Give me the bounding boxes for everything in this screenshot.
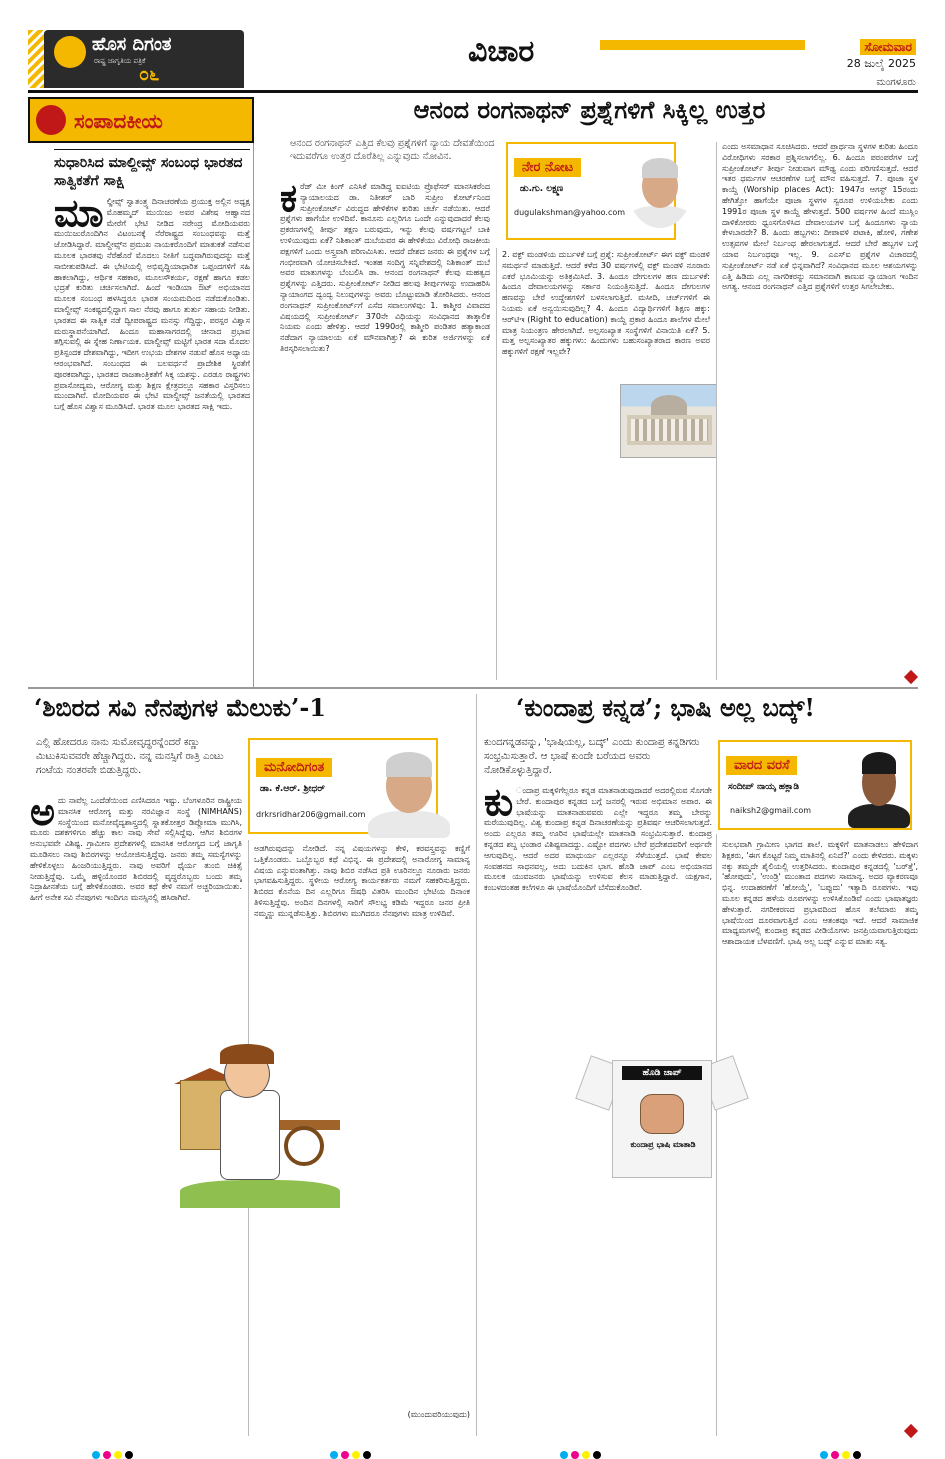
article-right-standfirst: ಕುಂದಗನ್ನಡವನ್ನು, 'ಭಾಷಿಯಲ್ಲ, ಬದ್ಕ್' ಎಂದು ಕುಂದಾಪ್ರ ಕನ್ನಡಿಗರು ಸಂಭ್ರಮಿಸುತ್ತಾರೆ. ಆ ಭಾಷೆ ಕುಂದೇ ಬರೆಯದ ಅವರು ನೋಡಿಕೊಳ್ಳುತ್ತಿದ್ದಾರೆ. xyxy=(484,737,700,776)
sun-logo-icon xyxy=(54,36,86,68)
main-headline[interactable]: ಆನಂದ ರಂಗನಾಥನ್ ಪ್ರಶ್ನೆಗಳಿಗೆ ಸಿಕ್ಕಿಲ್ಲ ಉತ್ತರ xyxy=(413,95,766,124)
masthead-band xyxy=(600,40,805,50)
author-email[interactable]: dugulakshman@yahoo.com xyxy=(514,208,626,217)
author-name: ಡಾ. ಕೆ.ಆರ್. ಶ್ರೀಧರ್ xyxy=(260,784,325,794)
magenta-dot-icon xyxy=(103,1451,111,1459)
author-name: ಸಂದೀಪ್ ನಾಯ್ಕ ಹಕ್ಲಾಡಿ xyxy=(728,782,800,792)
section-divider xyxy=(28,687,918,689)
fist-icon xyxy=(640,1094,684,1134)
registration-marks xyxy=(330,1444,374,1454)
article-left-standfirst: ಎಲ್ಲಿ ಹೋದರೂ ನಾನು ಸುಮೋವೃದ್ಧರನ್ನೆಂದರೆ ಕಣ್ಣು ಮಿಟುಕಿಸುವವರೇ ಹೆಚ್ಚಾಗಿದ್ದರು. ನನ್ನ ಮನಸ್ಸಿಗೆ ರಾತ್ರಿ ಎಂಟು ಗಂಟೆಯ ನಂತರವೇ ಬಿಡುತ್ತಿದ್ದರು. xyxy=(36,737,224,776)
column-name: ಮನೋದಿಗಂತ xyxy=(256,758,332,777)
drop-cap: ಮಾ xyxy=(54,197,104,235)
author-portrait xyxy=(368,742,450,838)
black-dot-icon xyxy=(125,1451,133,1459)
drop-cap: ಅ xyxy=(30,796,56,834)
tshirt-photo xyxy=(582,1050,742,1180)
editorial-column xyxy=(28,97,254,687)
section-title: ವಿಚಾರ xyxy=(468,34,535,69)
editorial-text: ಲ್ಡೀವ್ಸ್ ಸ್ವಾತಂತ್ರ್ಯ ದಿನಾಚರಣೆಯ ಪ್ರಯುಕ್ತ ಅಲ್ಲಿನ ಅಧ್ಯಕ್ಷ ಮೊಹಮ್ಮದ್ ಮುಯಿಜು ಅವರ ವಿಶೇಷ ಆಹ್ವಾನದ ಮೇರೆಗೆ ಭೇಟಿ ನೀಡಿದ ನರೇಂದ್ರ ಮೋದಿಯವರು ಮುಯಿಜುರೊಂದಿಗಿನ ವಿಟಂಬನಕ್ಕೆ ನೆರೆರಾಷ್ಟ್ರದ ಸಂಬಂಧವನ್ನು ಮತ್ತೆ ಜೋಡಿಸಿದ್ದಾರೆ. ಮಾಲ್ದೀವ್ಸ್‌ನ ಪ್ರಮುಖ ನಾಯಕರೊಂದಿಗೆ ಮಾತುಕತೆ ನಡೆಸುವ ಮೂಲಕ ಭಾರತವು ನೆರೆಹೊರೆ ಮೊದಲು ನೀತಿಗೆ ಬದ್ಧವಾಗಿರುವುದನ್ನು ಮತ್ತೆ ಸಾಬೀತುಪಡಿಸಿದೆ. ಈ ಭೇಟಿಯಲ್ಲಿ ಅಭಿವೃದ್ಧಿಯಾಧಾರಿತ ಒಪ್ಪಂದಗಳಿಗೆ ಸಹಿ ಹಾಕಲಾಗಿದ್ದು, ಆರ್ಥಿಕ ಸಹಕಾರ, ಮೂಲಸೌಕರ್ಯ, ರಕ್ಷಣೆ ಹಾಗೂ ಕಡಲ ಭದ್ರತೆ ಕುರಿತು ಚರ್ಚಿಸಲಾಗಿದೆ. ಹಿಂದೆ ಇಂಡಿಯಾ ಔಟ್ ಅಭಿಯಾನದ ಮೂಲಕ ಸಂಬಂಧ ಹಳಸಿದ್ದರೂ ಭಾರತ ಸಂಯಮದಿಂದ ನಡೆದುಕೊಂಡಿತು. ಮಾಲ್ದೀವ್ಸ್ ಸಂಕಷ್ಟದಲ್ಲಿದ್ದಾಗ ಸಾಲ ನೆರವು ಹಾಗೂ ತುರ್ತು ಸಹಾಯ ನೀಡಿತು. ಭಾರತದ ಈ ಸಾತ್ವಿಕ ನಡೆ ದ್ವೀಪರಾಷ್ಟ್ರದ ಮನಸ್ಸು ಗೆದ್ದಿದ್ದು, ಪರಸ್ಪರ ವಿಶ್ವಾಸ ಮರುಸ್ಥಾಪನೆಯಾಗಿದೆ. ಹಿಂದೂ ಮಹಾಸಾಗರದಲ್ಲಿ ಚೀನಾದ ಪ್ರಭಾವ ತಗ್ಗಿಸುವಲ್ಲಿ ಈ ಸ್ನೇಹ ನಿರ್ಣಾಯಕ. ಮಾಲ್ದೀವ್ಸ್ ಮಟ್ಟಿಗೆ ಭಾರತ ಸದಾ ಮೊದಲ ಪ್ರತಿಸ್ಪಂದಕ ದೇಶವಾಗಿದ್ದು, ಇದೀಗ ಉಭಯ ದೇಶಗಳ ನಡುವೆ ಹೊಸ ಅಧ್ಯಾಯ ಆರಂಭವಾಗಿದೆ. ಸಂಬಂಧದ ಈ ಬಲವರ್ಧನೆ ಪ್ರಾದೇಶಿಕ ಸ್ಥಿರತೆಗೆ ಪೂರಕವಾಗಿದ್ದು, ಭಾರತದ ರಾಜತಾಂತ್ರಿಕತೆಗೆ ಸಿಕ್ಕ ಯಶಸ್ಸು. ಎರಡೂ ರಾಷ್ಟ್ರಗಳು ಪ್ರವಾಸೋದ್ಯಮ, ಆರೋಗ್ಯ ಮತ್ತು ಶಿಕ್ಷಣ ಕ್ಷೇತ್ರದಲ್ಲೂ ಸಹಕಾರ ವಿಸ್ತರಿಸಲು ಮುಂದಾಗಿವೆ. ಮೋದಿಯವರ ಈ ಭೇಟಿ ಮಾಲ್ದೀವ್ಸ್ ಜನತೆಯಲ್ಲಿ ಭಾರತದ ಬಗ್ಗೆ ಹೊಸ ವಿಶ್ವಾಸ ಮೂಡಿಸಿದೆ. ಭಾರತ ಮೂಲ ಭಾರತದ ಸಾಕ್ಷಿ ಇದು. xyxy=(54,197,250,412)
column-name: ವಾರದ ವರಸೆ xyxy=(726,756,797,775)
continued-note: (ಮುಂದುವರಿಯುವುದು) xyxy=(407,1410,470,1419)
supreme-court-photo xyxy=(620,384,717,458)
main-article-text: ರೆಡ್ ಮೀ ಕಿಂಗ್ ಎನಿಸಿಕೆ ಮಾಡಿದ್ದ ಐಐಟಿಯ ಪ್ರೊಫೆಸರ್ ಮಾನಸಿಕರೆಂದ ನ್ಯಾಯಾಲಯದ ಡಾ. ನಿತೀಶರ್ ಬಾರಿ ಸುಪ್ರೀಂ ಕೋರ್ಟ್‌ನಿಂದ ಸುಪ್ರೀಂಕೋರ್ಟ್ ವಿರುದ್ಧದ ಹೇಳಿಕೆಗಳ ಕುರಿತು ಚರ್ಚೆ ನಡೆಯಿತು. ಆದರೆ ಪ್ರಶ್ನೆಗಳು ಹಾಗೆಯೇ ಉಳಿದಿವೆ. ಕಾನೂನು ಎಲ್ಲರಿಗೂ ಒಂದೇ ಎನ್ನುವುದಾದರೆ ಕೆಲವು ಪ್ರಕರಣಗಳಲ್ಲಿ ತೀರ್ಪು ತಕ್ಷಣ ಬರುವುದು, ಇನ್ನು ಕೆಲವು ವರ್ಷಗಟ್ಟಲೆ ಬಾಕಿ ಉಳಿಯುವುದು ಏಕೆ? ನಿಶಿಕಾಂತ್ ದುಬೆಯವರ ಈ ಹೇಳಿಕೆಯು ವಿರೋಧಿ ರಾಜಕೀಯ ಪಕ್ಷಗಳಿಗೆ ಒಂದು ಅಸ್ತ್ರವಾಗಿ ಪರಿಣಮಿಸಿತು. ಆದರೆ ದೇಶದ ಜನರು ಈ ಪ್ರಶ್ನೆಗಳ ಬಗ್ಗೆ ಗಂಭೀರವಾಗಿ ಯೋಚಿಸಬೇಕಿದೆ. ಇಂತಹ ಸಂದಿಗ್ಧ ಸನ್ನಿವೇಶದಲ್ಲಿ ನಿಶಿಕಾಂತ್ ದುಬೆ ಅವರ ಮಾತುಗಳನ್ನು ಬೆಂಬಲಿಸಿ ಡಾ. ಆನಂದ ರಂಗನಾಥನ್ ಕೆಲವು ಮಹತ್ವದ ಪ್ರಶ್ನೆಗಳನ್ನು ಎತ್ತಿದರು. ಸುಪ್ರೀಂಕೋರ್ಟ್ ನೀಡಿದ ಹಲವು ತೀರ್ಪುಗಳನ್ನು ಉದಾಹರಿಸಿ ನ್ಯಾಯಾಂಗದ ದ್ವಂದ್ವ ನಿಲುವುಗಳನ್ನು ಅವರು ಬೊಟ್ಟುಮಾಡಿ ತೋರಿಸಿದರು. ಆನಂದ ರಂಗನಾಥನ್ ಸುಪ್ರೀಂಕೋರ್ಟ್‌ಗೆ ಎಸೆದ ಸವಾಲುಗಳಿವು: 1. ಕಾಶ್ಮೀರ ವಿವಾದದ ವಿಷಯದಲ್ಲಿ ಸುಪ್ರೀಂಕೋರ್ಟ್ 370ನೇ ವಿಧಿಯನ್ನು ಸಂವಿಧಾನದ ತಾತ್ಕಾಲಿಕ ನಿಯಮ ಎಂದು ಹೇಳಿತ್ತು. ಆದರೆ 1990ರಲ್ಲಿ ಕಾಶ್ಮೀರಿ ಪಂಡಿತರ ಹತ್ಯಾಕಾಂಡ ನಡೆದಾಗ ನ್ಯಾಯಾಲಯ ಏಕೆ ಮೌನವಾಗಿತ್ತು? ಈ ಕುರಿತ ಅರ್ಜಿಗಳನ್ನು ಏಕೆ ತಿರಸ್ಕರಿಸಲಾಯಿತು? xyxy=(280,182,490,353)
registration-marks xyxy=(560,1444,604,1454)
article-right-text: ಸುಲಭವಾಗಿ ಗ್ರಾಮೀಣ ಭಾಗದ ಶಾಲೆ. ಮಕ್ಕಳಿಗೆ ಮಾತನಾಡಲು ಹೇಳಿದಾಗ ಶಿಕ್ಷಕರು, 'ಈಗ ಕೊಟ್ಟರೆ ನಿಮ್ಮ ಮಾತಿನಲ್ಲಿ ಏನಿದೆ?' ಎಂದು ಕೇಳಿದರು. ಮಕ್ಕಳು ನಕ್ಕು ತಮ್ಮದೇ ಶೈಲಿಯಲ್ಲಿ ಉತ್ತರಿಸಿದರು. ಕುಂದಾಪುರ ಕನ್ನಡದಲ್ಲಿ 'ಬರ್‌ತ್ತೆ', 'ಹೋಪುದು', 'ಉಂಡ್ರಿ' ಮುಂತಾದ ಪದಗಳು ಸಾಮಾನ್ಯ. ಅದರ ವ್ಯಾಕರಣವೂ ಭಿನ್ನ. ಉದಾಹರಣೆಗೆ 'ಹೋಯ್ತೆ', 'ಬಪ್ಪುದು' ಇತ್ಯಾದಿ ರೂಪಗಳು. ಇವು ಮೂಲ ಕನ್ನಡದ ಹಳೆಯ ರೂಪಗಳನ್ನು ಉಳಿಸಿಕೊಂಡಿವೆ ಎಂದು ಭಾಷಾತಜ್ಞರು ಹೇಳುತ್ತಾರೆ. ನಗರೀಕರಣದ ಪ್ರಭಾವದಿಂದ ಹೊಸ ತಲೆಮಾರು ತಮ್ಮ ಭಾಷೆಯಿಂದ ದೂರವಾಗುತ್ತಿದೆ ಎಂಬ ಆತಂಕವೂ ಇದೆ. ಆದರೆ ಸಾಮಾಜಿಕ ಮಾಧ್ಯಮಗಳಲ್ಲಿ ಕುಂದಾಪ್ರ ಕನ್ನಡದ ವೀಡಿಯೊಗಳು ಜನಪ್ರಿಯವಾಗುತ್ತಿರುವುದು ಆಶಾದಾಯಕ ಬೆಳವಣಿಗೆ. ಭಾಷಿ ಅಲ್ಲ ಬದ್ಕ್ ಎನ್ನುವ ಮಾತು ಸತ್ಯ. xyxy=(722,840,918,947)
newspaper-logo[interactable] xyxy=(44,30,244,88)
article-left-headline[interactable]: ‘ಶಿಬಿರದ ಸವಿ ನೆನಪುಗಳ ಮೆಲುಕು’-1 xyxy=(34,693,326,722)
brand-name: ಹೊಸ ದಿಗಂತ xyxy=(92,34,172,55)
drop-cap: ಕು xyxy=(484,786,514,824)
main-article-text: ಎಂದು ಅಸಮಾಧಾನ ಸೂಚಿಸಿದರು. ಆದರೆ ಪ್ರಾರ್ಥನಾ ಸ್ಥಳಗಳ ಕುರಿತು ಹಿಂದೂ ವಿರೋಧಿಗಳು ಸರಕಾರ ಪ್ರಶ್ನಿಸಲಾಗಲಿಲ್ಲ. 6. ಹಿಂದೂ ಪರಂಪರೆಗಳ ಬಗ್ಗೆ ಸುಪ್ರೀಂಕೋರ್ಟ್ ತೀರ್ಪು ನೀಡುವಾಗ ಮೌಢ್ಯ ಎಂದು ಪರಿಗಣಿಸುತ್ತದೆ. ಆದರೆ ಇತರ ಧರ್ಮಗಳ ಆಚರಣೆಗಳ ಬಗ್ಗೆ ಮೌನ ವಹಿಸುತ್ತದೆ. 7. ಪೂಜಾ ಸ್ಥಳ ಕಾಯ್ದೆ (Worship places Act): 1947ರ ಆಗಸ್ಟ್ 15ರಂದು ಹೇಗಿತ್ತೋ ಹಾಗೆಯೇ ಪೂಜಾ ಸ್ಥಳಗಳ ಸ್ವರೂಪ ಉಳಿಯಬೇಕು ಎಂದು 1991ರ ಪೂಜಾ ಸ್ಥಳ ಕಾಯ್ದೆ ಹೇಳುತ್ತದೆ. 500 ವರ್ಷಗಳ ಹಿಂದೆ ಮುಸ್ಲಿಂ ದಾಳಿಕೋರರು ಧ್ವಂಸಗೊಳಿಸಿದ ದೇವಾಲಯಗಳ ಬಗ್ಗೆ ಹಿಂದೂಗಳು ನ್ಯಾಯ ಕೇಳಬಾರದೇ? 8. ಹಿಂದು ಹಬ್ಬಗಳು: ದೀಪಾವಳಿ ಪಟಾಕಿ, ಹೋಳಿ, ಗಣೇಶ ಉತ್ಸವಗಳ ಮೇಲೆ ನಿರ್ಬಂಧ ಹೇರಲಾಗುತ್ತದೆ. ಆದರೆ ಬೇರೆ ಹಬ್ಬಗಳ ಬಗ್ಗೆ ಯಾವ ನಿರ್ಬಂಧವೂ ಇಲ್ಲ. 9. ಎಎಸ್‌ಐ ಪ್ರಶ್ನೆಗಳ ವಿಚಾರದಲ್ಲಿ ಸುಪ್ರೀಂಕೋರ್ಟ್ ನಡೆ ಏಕೆ ಭಿನ್ನವಾಗಿದೆ? ಸಂವಿಧಾನದ ಮೂಲ ಆಶಯಗಳನ್ನು ಎತ್ತಿ ಹಿಡಿದು ಎಲ್ಲ ನಾಗರಿಕರನ್ನು ಸಮಾನವಾಗಿ ಕಾಣುವ ನ್ಯಾಯಾಂಗ ಇಂದಿನ ಅಗತ್ಯ. ಆನಂದ ರಂಗನಾಥನ್ ಎತ್ತಿದ ಪ್ರಶ್ನೆಗಳಿಗೆ ಉತ್ತರ ಸಿಗಲೇಬೇಕು. xyxy=(722,142,918,292)
doctor-figure xyxy=(220,1090,280,1180)
article-left-text: ಅಡಗಿರುವುದನ್ನು ನೋಡಿದೆ. ನನ್ನ ವಿಷಯಗಳನ್ನು ಕೇಳಿ, ಕರವಸ್ತ್ರವನ್ನು ಕಣ್ಣಿಗೆ ಒತ್ತಿಕೊಂಡರು. ಒಬ್ಬೊಬ್ಬರ ಕಥೆ ವಿಭಿನ್ನ. ಈ ಪ್ರದೇಶದಲ್ಲಿ ಅನಾರೋಗ್ಯ ಸಾಮಾನ್ಯ ವಿಷಯ ಎನ್ನುವಂತಾಗಿತ್ತು. ನಾವು ಶಿಬಿರ ನಡೆಸಿದ ಪ್ರತಿ ಊರಿನಲ್ಲೂ ನೂರಾರು ಜನರು ಭಾಗವಹಿಸುತ್ತಿದ್ದರು. ಸ್ಥಳೀಯ ಆರೋಗ್ಯ ಕಾರ್ಯಕರ್ತರು ನಮಗೆ ಸಹಕರಿಸುತ್ತಿದ್ದರು. ಶಿಬಿರದ ಕೊನೆಯ ದಿನ ಎಲ್ಲರಿಗೂ ಔಷಧಿ ವಿತರಿಸಿ ಮುಂದಿನ ಭೇಟಿಯ ದಿನಾಂಕ ತಿಳಿಸುತ್ತಿದ್ದೆವು. ಅಂದಿನ ದಿನಗಳಲ್ಲಿ ಸಾರಿಗೆ ಸೌಲಭ್ಯ ಕಡಿಮೆ ಇದ್ದರೂ ಜನರ ಪ್ರೀತಿ ನಮ್ಮನ್ನು ಮುನ್ನಡೆಸುತ್ತಿತ್ತು. ಶಿಬಿರಗಳು ಮುಗಿದರೂ ನೆನಪುಗಳು ಮಾತ್ರ ಉಳಿದಿವೆ. xyxy=(254,844,470,918)
yellow-dot-icon xyxy=(114,1451,122,1459)
masthead xyxy=(0,0,945,92)
main-article-text: 2. ವಕ್ಫ್ ಮಂಡಳಿಯ ದುರ್ಬಳಕೆ ಬಗ್ಗೆ ಪ್ರಶ್ನೆ: ಸುಪ್ರೀಂಕೋರ್ಟ್ ಈಗ ವಕ್ಫ್ ಮಂಡಳಿ ಸಮರ್ಥನೆ ಮಾಡುತ್ತಿದೆ. ಆದರೆ ಕಳೆದ 30 ವರ್ಷಗಳಲ್ಲಿ ವಕ್ಫ್ ಮಂಡಳಿ ನೂರಾರು ಎಕರೆ ಭೂಮಿಯನ್ನು ಅತಿಕ್ರಮಿಸಿದೆ. 3. ಹಿಂದೂ ದೇಗುಲಗಳ ಹಣ ದುರ್ಬಳಕೆ: ಹಿಂದೂ ದೇವಾಲಯಗಳನ್ನು ಸರ್ಕಾರ ನಿಯಂತ್ರಿಸುತ್ತಿದೆ. ಹಿಂದೂ ದೇಗುಲಗಳ ಹಣವನ್ನು ಬೇರೆ ಉದ್ದೇಶಗಳಿಗೆ ಬಳಸಲಾಗುತ್ತಿದೆ. ಮಸೀದಿ, ಚರ್ಚ್‌ಗಳಿಗೆ ಈ ನಿಯಮ ಏಕೆ ಅನ್ವಯಿಸುವುದಿಲ್ಲ? 4. ಹಿಂದೂ ವಿದ್ಯಾರ್ಥಿಗಳಿಗೆ ಶಿಕ್ಷಣ ಹಕ್ಕು: ಆರ್‌ಟಿಇ (Right to education) ಕಾಯ್ದೆ ಪ್ರಕಾರ ಹಿಂದೂ ಶಾಲೆಗಳ ಮೇಲೆ ಮಾತ್ರ ನಿಯಂತ್ರಣ ಹೇರಲಾಗಿದೆ. ಅಲ್ಪಸಂಖ್ಯಾತ ಸಂಸ್ಥೆಗಳಿಗೆ ವಿನಾಯಿತಿ ಏಕೆ? 5. ಮತ್ತ ಅಲ್ಪಸಂಖ್ಯಾತರ ಹಕ್ಕುಗಳು: ಹಿಂದುಗಳು ಬಹುಸಂಖ್ಯಾತರಾದ ಕಾರಣ ಅವರ ಹಕ್ಕುಗಳಿಗೆ ರಕ್ಷಣೆ ಇಲ್ಲವೇ? xyxy=(502,250,710,357)
article-right-headline[interactable]: ‘ಕುಂದಾಪ್ರ ಕನ್ನಡ’; ಭಾಷಿ ಅಲ್ಲ ಬದ್ಕ್! xyxy=(516,693,815,722)
tshirt-slogan: ಹೊಡಿ ಜಾಪ್ xyxy=(622,1066,702,1080)
main-standfirst: ಆನಂದ ರಂಗನಾಥನ್ ಎತ್ತಿದ ಕೆಲವು ಪ್ರಶ್ನೆಗಳಿಗೆ ನ್ಯಾಯ ದೇವತೆಯಿಂದ ಇದುವರೆಗೂ ಉತ್ತರ ದೊರೆತಿಲ್ಲ ಎನ್ನುವುದು ನೋವಿನ. xyxy=(290,138,495,162)
issue-date: 28 ಜುಲೈ 2025 xyxy=(846,57,916,70)
author-portrait xyxy=(628,150,692,228)
editorial-header xyxy=(28,97,254,143)
main-article-col1 xyxy=(280,182,490,680)
article-right-text: ಂದಾಪ್ರ ಮಕ್ಕಳಿಗೆಲ್ಲರೂ ಕನ್ನಡ ಮಾತನಾಡುವುದಾದರೆ ಅದರಲ್ಲಿರುವ ಸೊಗಡೇ ಬೇರೆ. ಕುಂದಾಪುರ ಕನ್ನಡದ ಬಗ್ಗೆ ಜನರಲ್ಲಿ ಇರುವ ಅಭಿಮಾನ ಅಪಾರ. ಈ ಭಾಷೆಯನ್ನು ಮಾತನಾಡುವವರು ಎಲ್ಲೇ ಇದ್ದರೂ ತಮ್ಮ ಬೇರನ್ನು ಮರೆಯುವುದಿಲ್ಲ. ವಿಶ್ವ ಕುಂದಾಪ್ರ ಕನ್ನಡ ದಿನಾಚರಣೆಯನ್ನು ಪ್ರತಿವರ್ಷ ಆಚರಿಸಲಾಗುತ್ತದೆ. ಅಂದು ಎಲ್ಲರೂ ತಮ್ಮ ಊರಿನ ಭಾಷೆಯಲ್ಲೇ ಮಾತನಾಡಿ ಸಂಭ್ರಮಿಸುತ್ತಾರೆ. ಕುಂದಾಪ್ರ ಕನ್ನಡದ ಶಬ್ದ ಭಂಡಾರ ವಿಶಿಷ್ಟವಾದದ್ದು. ಎಷ್ಟೋ ಪದಗಳು ಬೇರೆ ಪ್ರದೇಶದವರಿಗೆ ಅರ್ಥವೇ ಆಗುವುದಿಲ್ಲ. ಆದರೆ ಅದರ ಮಾಧುರ್ಯ ಎಲ್ಲರನ್ನೂ ಸೆಳೆಯುತ್ತದೆ. ಭಾಷೆ ಕೇವಲ ಸಂವಹನದ ಸಾಧನವಲ್ಲ, ಅದು ಬದುಕಿನ ಭಾಗ. ಹೊಡಿ ಜಾಪ್ ಎಂಬ ಅಭಿಯಾನದ ಮೂಲಕ ಯುವಜನರು ಭಾಷೆಯನ್ನು ಉಳಿಸುವ ಕೆಲಸ ಮಾಡುತ್ತಿದ್ದಾರೆ. ಯಕ್ಷಗಾನ, ಕಂಬಳದಂತಹ ಕಲೆಗಳೂ ಈ ಭಾಷೆಯೊಂದಿಗೆ ಬೆಸೆದುಕೊಂಡಿವೆ. xyxy=(484,786,712,893)
column-divider xyxy=(496,248,497,680)
author-email[interactable]: naiksh2@gmail.com xyxy=(730,806,812,815)
author-email[interactable]: drkrsridhar206@gmail.com xyxy=(256,810,366,819)
weekday: ಸೋಮವಾರ xyxy=(860,39,916,55)
drop-cap: ಕ xyxy=(280,182,298,220)
edition-city: ಮಂಗಳೂರು xyxy=(876,77,916,88)
sun-logo-icon xyxy=(36,105,66,135)
main-article-col2 xyxy=(502,250,710,680)
author-name: ಡು.ಗು. ಲಕ್ಷ್ಮಣ xyxy=(520,184,564,194)
cyan-dot-icon xyxy=(92,1451,100,1459)
article-right-col2 xyxy=(722,840,918,1436)
editorial-body xyxy=(54,197,250,683)
column-divider xyxy=(716,142,717,680)
dateline xyxy=(808,36,916,88)
article-left-text: ದು ನಾವೆಲ್ಲ ಒಂದೆಡೆಯಿಂದ ಎಣಿಸಿದರೂ ಇಷ್ಟು. ಬೆಂಗಳೂರಿನ ರಾಷ್ಟ್ರೀಯ ಮಾನಸಿಕ ಆರೋಗ್ಯ ಮತ್ತು ನರವಿಜ್ಞಾನ ಸಂಸ್ಥೆ (NIMHANS) ಸಂಸ್ಥೆಯಿಂದ ಮನೋವೈದ್ಯಶಾಸ್ತ್ರದಲ್ಲಿ ಸ್ನಾತಕೋತ್ತರ ಡಿಪ್ಲೋಮಾ ಮುಗಿಸಿ, ಮೂರು ದಶಕಗಳಿಗೂ ಹೆಚ್ಚು ಕಾಲ ನಾವು ಸೇವೆ ಸಲ್ಲಿಸಿದ್ದೆವು. ಆಗಿನ ಶಿಬಿರಗಳ ಅನುಭವವೇ ವಿಶಿಷ್ಟ. ಗ್ರಾಮೀಣ ಪ್ರದೇಶಗಳಲ್ಲಿ ಮಾನಸಿಕ ಆರೋಗ್ಯದ ಬಗ್ಗೆ ಜಾಗೃತಿ ಮೂಡಿಸಲು ನಾವು ಶಿಬಿರಗಳನ್ನು ಆಯೋಜಿಸುತ್ತಿದ್ದೆವು. ಜನರು ತಮ್ಮ ಸಮಸ್ಯೆಗಳನ್ನು ಹೇಳಿಕೊಳ್ಳಲು ಹಿಂಜರಿಯುತ್ತಿದ್ದರು. ನಾವು ಅವರಿಗೆ ಧೈರ್ಯ ತುಂಬಿ ಚಿಕಿತ್ಸೆ ನೀಡುತ್ತಿದ್ದೆವು. ಒಮ್ಮೆ ಹಳ್ಳಿಯೊಂದರ ಶಿಬಿರದಲ್ಲಿ ವೃದ್ಧರೊಬ್ಬರು ಬಂದು ತಮ್ಮ ನಿದ್ರಾಹೀನತೆಯ ಬಗ್ಗೆ ಹೇಳಿಕೊಂಡರು. ಅವರ ಕಥೆ ಕೇಳಿ ನಮಗೆ ಅಚ್ಚರಿಯಾಯಿತು. ಹೀಗೆ ಅನೇಕ ಸವಿ ನೆನಪುಗಳು ಇಂದಿಗೂ ಮನಸ್ಸಿನಲ್ಲಿ ಹಸಿರಾಗಿವೆ. xyxy=(30,796,242,903)
brand-tagline: ರಾಷ್ಟ್ರ ಜಾಗೃತಿಯ ಪತ್ರಿಕೆ xyxy=(94,57,146,65)
author-portrait xyxy=(848,744,910,828)
masthead-rule xyxy=(28,90,918,93)
column-divider xyxy=(476,694,477,1436)
registration-marks xyxy=(820,1444,864,1454)
registration-marks xyxy=(92,1444,136,1454)
editorial-label: ಸಂಪಾದಕೀಯ xyxy=(74,109,163,133)
cart-wheel-icon xyxy=(284,1126,324,1166)
column-name: ನೇರ ನೋಟ xyxy=(514,158,581,177)
main-article-col3 xyxy=(722,142,918,680)
page-number: ೦೬ xyxy=(139,64,160,85)
tshirt-caption: ಕುಂದಾಪ್ರ ಭಾಷಿ ಮಾತಾಡಿ xyxy=(630,1140,696,1149)
editorial-title[interactable]: ಸುಧಾರಿಸಿದ ಮಾಲ್ದೀವ್ಸ್ ಸಂಬಂಧ ಭಾರತದ ಸಾತ್ವಿಕತೆಗೆ ಸಾಕ್ಷಿ xyxy=(54,149,250,190)
doctor-cartoon xyxy=(180,1040,340,1210)
